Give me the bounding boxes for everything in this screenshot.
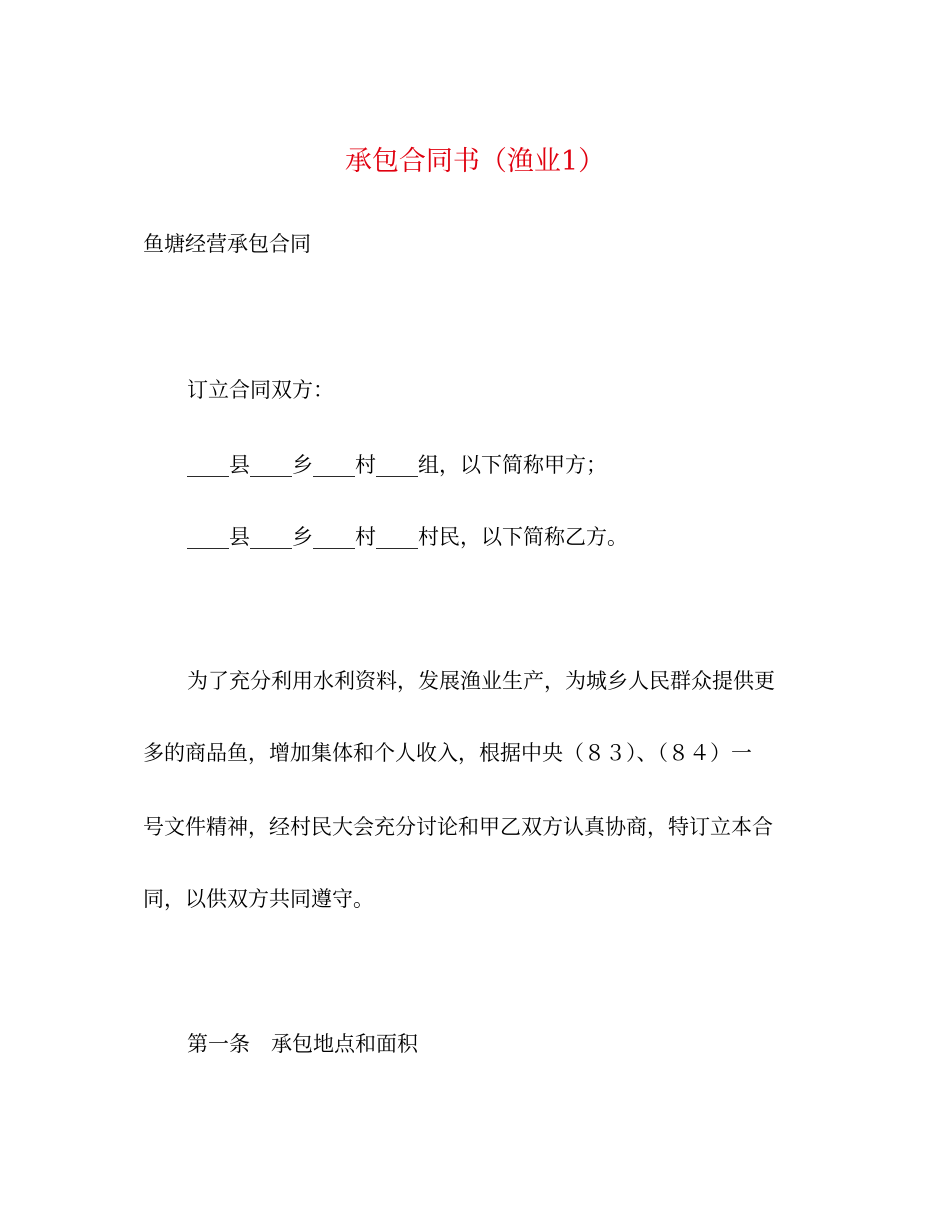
- document-title: 承包合同书（渔业1）: [344, 146, 606, 177]
- parties-heading: 订立合同双方：: [187, 378, 334, 402]
- article-1-heading: 第一条 承包地点和面积: [187, 1032, 418, 1056]
- document-subtitle: 鱼塘经营承包合同: [143, 232, 311, 256]
- party-a-line: ____县____乡____村____组，以下简称甲方；: [187, 453, 607, 477]
- party-b-line: ____县____乡____村____村民，以下简称乙方。: [187, 525, 628, 549]
- preamble-line-3: 号文件精神，经村民大会充分讨论和甲乙双方认真协商，特订立本合: [143, 815, 773, 839]
- preamble-line-1: 为了充分利用水利资料，发展渔业生产，为城乡人民群众提供更: [187, 669, 775, 693]
- preamble-line-2: 多的商品鱼，增加集体和个人收入，根据中央（８３）、（８４）一: [143, 741, 752, 765]
- preamble-line-4: 同，以供双方共同遵守。: [143, 887, 374, 911]
